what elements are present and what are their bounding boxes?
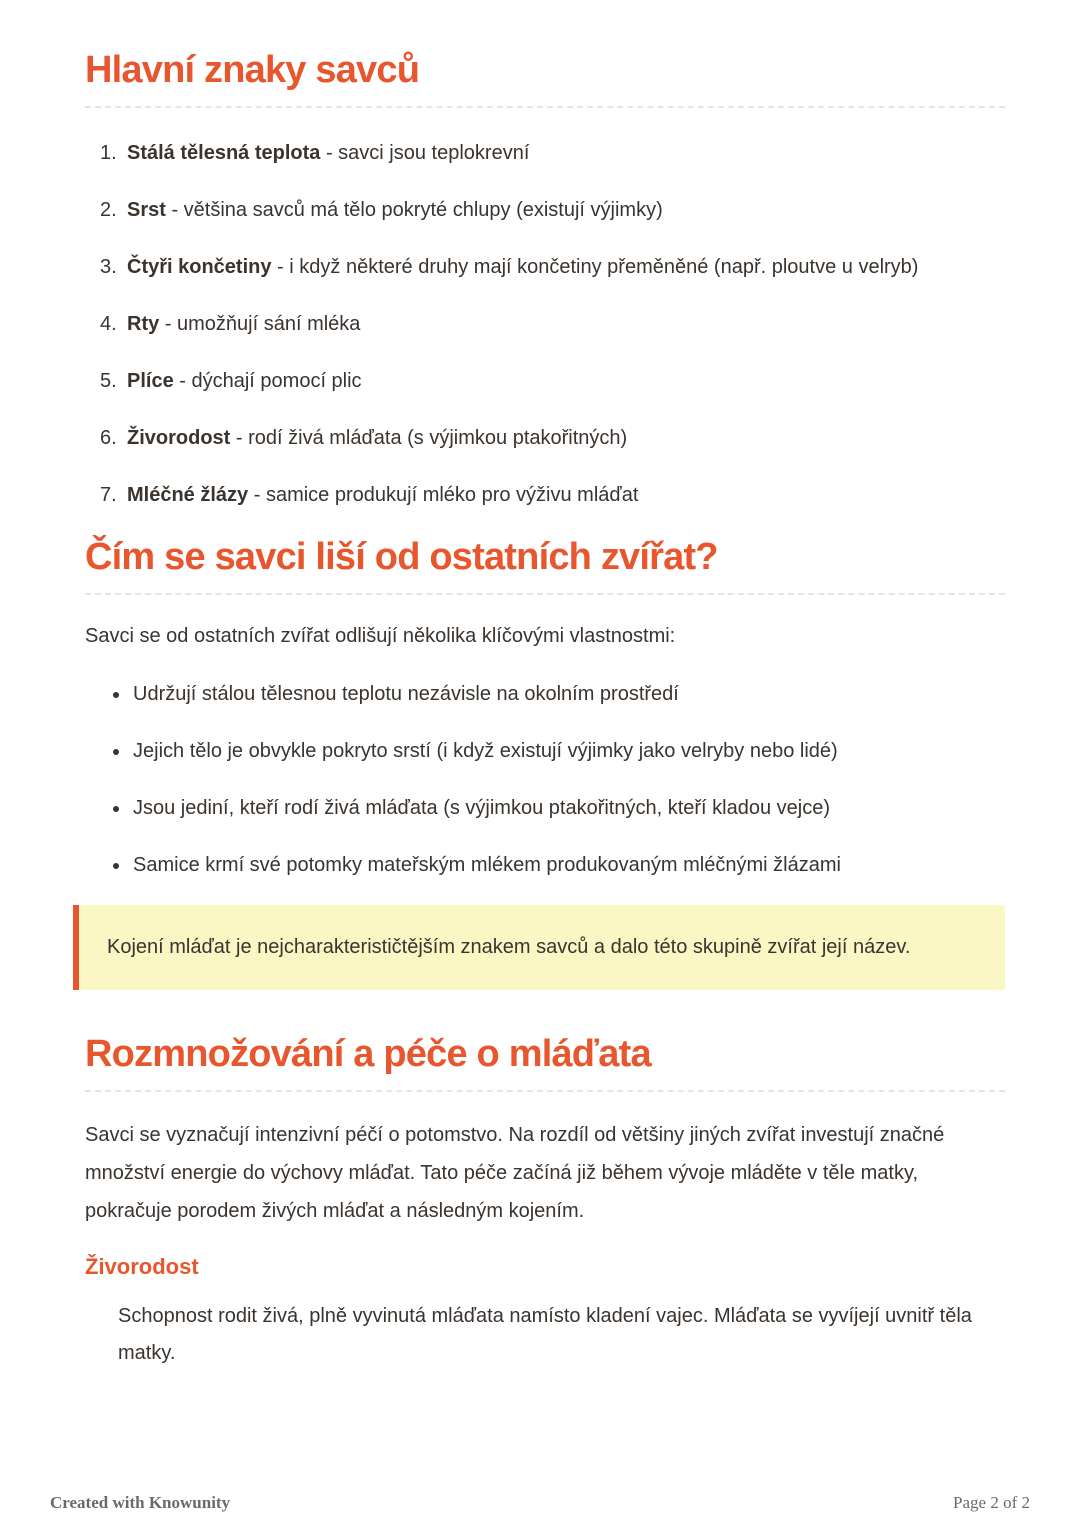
numbered-item [85,364,1005,398]
footer-page-number: Page 2 of 2 [953,1493,1030,1512]
item-desc: - umožňují sání mléka [164,313,361,335]
section-title-main-features: Hlavní znaky savců [85,48,1005,108]
item-desc: - savci jsou teplokrevní [325,142,530,164]
section-title-reproduction: Rozmnožování a péče o mláďata [85,1032,1005,1092]
bullet-item: • Samice krmí své potomky mateřským mlékem produkovaným mléčnými žlázami [131,848,1005,882]
footer [50,1493,1030,1513]
item-term: Mléčné žlázy [127,484,249,506]
item-term: Srst [127,199,166,221]
numbered-feature-list [85,136,1005,512]
item-number: 7. [100,484,117,506]
numbered-item [85,478,1005,512]
footer-brand: Created with Knowunity [50,1493,231,1512]
item-term: Živorodost [127,427,231,449]
item-number: 3. [100,256,117,278]
subsection-title-viviparity: Živorodost [85,1254,199,1279]
bullet-item: • Jejich tělo je obvykle pokryto srstí (i když existují výjimky jako velryby nebo lidé) [131,734,1005,768]
numbered-item [85,136,1005,170]
item-number: 1. [100,142,117,164]
numbered-item [85,250,1005,284]
item-number: 6. [100,427,117,449]
item-term: Stálá tělesná teplota [127,142,321,164]
bullet-item: • Jsou jediní, kteří rodí živá mláďata (s výjimkou ptakořitných, kteří kladou vejce) [131,791,1005,825]
item-term: Čtyři končetiny [127,256,272,278]
item-number: 2. [100,199,117,221]
item-number: 4. [100,313,117,335]
bullet-list [85,677,1005,882]
bullet-item: • Udržují stálou tělesnou teplotu nezávisle na okolním prostředí [131,677,1005,711]
item-term: Rty [127,313,160,335]
numbered-item [85,307,1005,341]
callout-text: Kojení mláďat je nejcharakterističtějším znakem savců a dalo této skupině zvířat její název. [107,936,911,958]
item-desc: - samice produkují mléko pro výživu mláďat [253,484,639,506]
callout-box [73,905,1005,990]
item-desc: - většina savců má tělo pokryté chlupy (existují výjimky) [171,199,663,221]
numbered-item [85,421,1005,455]
item-number: 5. [100,370,117,392]
numbered-item [85,193,1005,227]
section-title-differences: Čím se savci liší od ostatních zvířat? [85,535,1005,595]
item-desc: - dýchají pomocí plic [179,370,362,392]
item-desc: - i když některé druhy mají končetiny přeměněné (např. ploutve u velryb) [277,256,919,278]
section-intro: Savci se od ostatních zvířat odlišují několika klíčovými vlastnostmi: [85,625,676,647]
item-desc: - rodí živá mláďata (s výjimkou ptakořitných) [235,427,628,449]
section-intro: Savci se vyznačují intenzivní péčí o potomstvo. Na rozdíl od většiny jiných zvířat investují značné množství energie do výchovy mláďat. Tato péče začíná již během vývoje mláděte v těle matky, pokračuje porodem živých mláďat a následným kojením. [85,1124,945,1222]
subsection-text: Schopnost rodit živá, plně vyvinutá mláďata namísto kladení vajec. Mláďata se vyvíjejí uvnitř těla matky. [118,1305,972,1364]
item-term: Plíce [127,370,174,392]
